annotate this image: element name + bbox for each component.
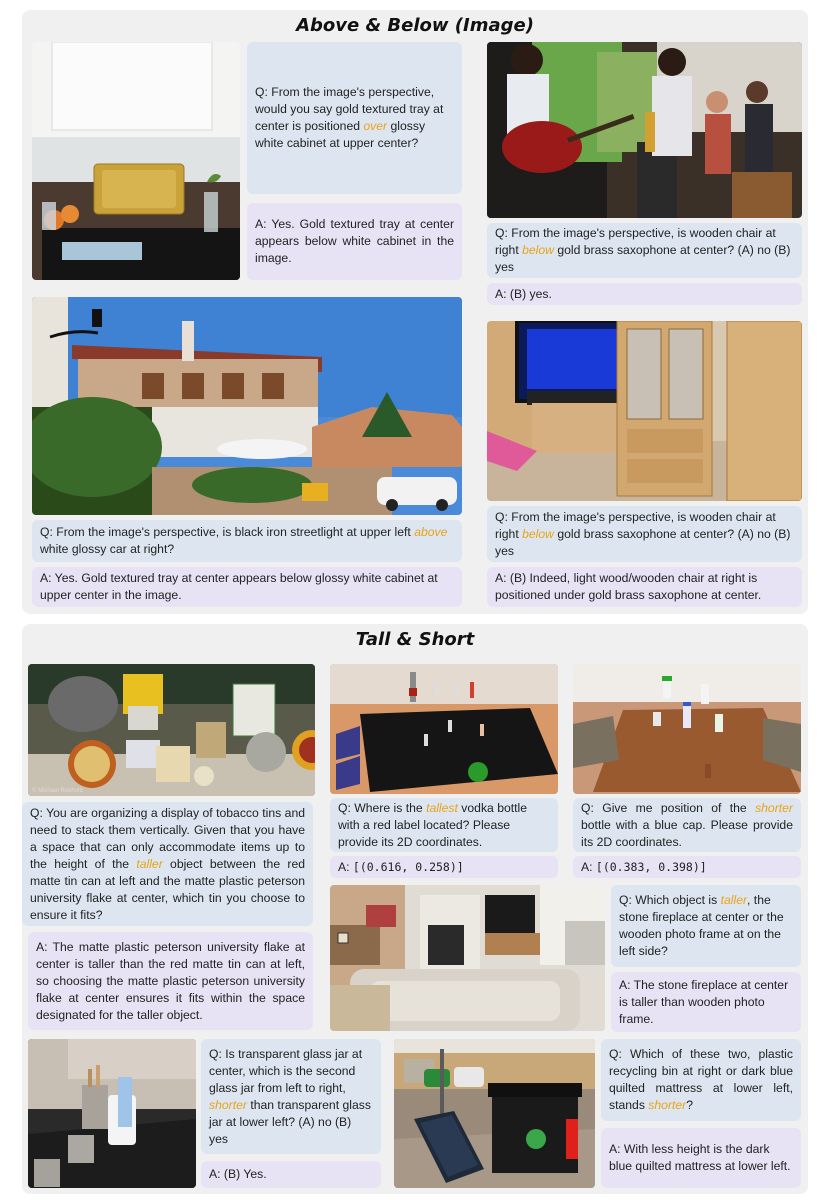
answer-box: A: The matte plastic peterson university flake at center is taller than the red matte tin can at left, so choosing the matte plastic peterson university flake at center ensures it fits within the space designated for the taller object.: [28, 932, 313, 1030]
question-box: Q: Which of these two, plastic recycling bin at right or dark blue quilted mattress at lower left, stands shorter?: [601, 1039, 801, 1121]
street-bin-photo: [394, 1039, 595, 1188]
question-box: Q: Is transparent glass jar at center, which is the second glass jar from left to right, shorter than transparent glass jar at lower left? (A) no (B) yes: [201, 1039, 381, 1154]
highlight-term: taller: [136, 856, 163, 871]
question-box: Q: Where is the tallest vodka bottle with a red label located? Please provide its 2D coordinates.: [330, 798, 558, 852]
coordinate-value: [(0.616, 0.258)]: [352, 859, 464, 874]
photo-credit: © Michael Rebhold: [32, 788, 83, 794]
tobacco-tins-photo: [28, 664, 315, 796]
highlight-term: taller: [720, 893, 748, 907]
answer-box: A: (B) yes.: [487, 283, 802, 305]
question-box: Q: Give me position of the shorter bottle with a blue cap. Please provide its 2D coordinates.: [573, 798, 801, 852]
answer-box: A: The stone fireplace at center is taller than wooden photo frame.: [611, 972, 801, 1032]
question-box: Q: From the image's perspective, is wooden chair at right below gold brass saxophone at center? (A) no (B) yes: [487, 223, 802, 278]
highlight-term: tallest: [426, 800, 458, 815]
highlight-term: below: [522, 526, 554, 541]
question-box: Q: Which object is taller, the stone fireplace at center or the wooden photo frame at on the left side?: [611, 885, 801, 967]
answer-box: A: With less height is the dark blue quilted mattress at lower left.: [601, 1128, 801, 1188]
kitchen-jars-photo: [28, 1039, 196, 1188]
tv-cabinet-photo: [487, 321, 802, 501]
highlight-term: above: [414, 525, 448, 539]
question-box: Q: You are organizing a display of tobacco tins and need to stack them vertically. Given that you have a space that can only accommodate items up to the height of the taller object between the red matte tin can at left and the matte plastic peterson university flake at center, which tin you choose to ensure it fits?: [22, 802, 313, 926]
section-title: Above & Below (Image): [296, 15, 534, 36]
concert-photo: [487, 42, 802, 218]
fireplace-room-photo: [330, 885, 605, 1031]
kitchen-photo: [32, 42, 240, 280]
question-box: Q: From the image's perspective, would you say gold textured tray at center is positioned over glossy white cabinet at upper center?: [247, 42, 462, 194]
highlight-term: shorter: [648, 1098, 687, 1112]
village-street-photo: [32, 297, 462, 515]
answer-box: A: (B) Yes.: [201, 1161, 381, 1188]
answer-box: A: [(0.383, 0.398)]: [573, 856, 801, 878]
highlight-term: over: [363, 119, 388, 133]
answer-box: A: (B) Indeed, light wood/wooden chair at right is positioned under gold brass saxophone at center.: [487, 567, 802, 607]
section-title: Tall & Short: [355, 629, 475, 650]
black-table-photo: [330, 664, 558, 794]
coordinate-value: [(0.383, 0.398)]: [595, 859, 707, 874]
wooden-table-photo: [573, 664, 801, 794]
question-box: Q: From the image's perspective, is black iron streetlight at upper left above white glossy car at right?: [32, 520, 462, 562]
answer-box: A: Yes. Gold textured tray at center appears below glossy white cabinet at upper center in the image.: [32, 567, 462, 607]
highlight-term: below: [522, 243, 554, 257]
highlight-term: shorter: [209, 1097, 247, 1112]
answer-box: A: [(0.616, 0.258)]: [330, 856, 558, 878]
answer-box: A: Yes. Gold textured tray at center appears below white cabinet in the image.: [247, 203, 462, 280]
highlight-term: shorter: [755, 800, 793, 815]
question-box: Q: From the image's perspective, is wooden chair at right below gold brass saxophone at center? (A) no (B) yes: [487, 506, 802, 562]
